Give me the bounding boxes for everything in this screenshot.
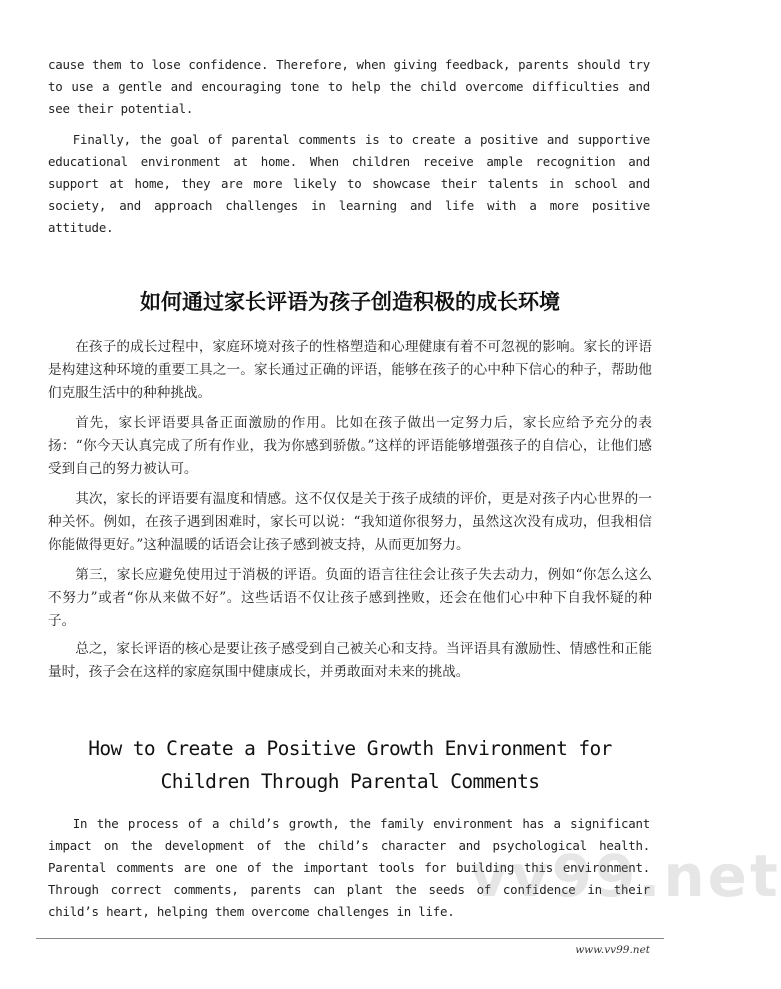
- watermark-logo: vv99.net: [470, 842, 781, 910]
- english-paragraph-intro: In the process of a child’s growth, the family environment has a significant impact on the development of the child’s character and psychological health. Parental comments are one of the important tools for building this environment. Through correct comments, parents can plant the seeds of confidence in their child’s heart, helping them overcome challenges in life.: [48, 816, 650, 919]
- english-section-title: How to Create a Positive Growth Environment for Children Through Parental Comments: [88, 737, 612, 793]
- chinese-paragraph-conclusion: 总之，家长评语的核心是要让孩子感受到自己被关心和支持。当评语具有激励性、情感性和正能量时，孩子会在这样的家庭氛围中健康成长，并勇敢面对未来的挑战。: [48, 641, 652, 680]
- footer-divider: [36, 938, 664, 939]
- english-paragraph-finally: Finally, the goal of parental comments is to create a positive and supportive educational environment at home. When children receive ample recognition and support at home, they are more likely to showcase their talents in school and society, and approach challenges in learning and life with a more positive attitude.: [48, 132, 650, 235]
- chinese-paragraph-second: 其次，家长的评语要有温度和情感。这不仅仅是关于孩子成绩的评价，更是对孩子内心世界的一种关怀。例如，在孩子遇到困难时，家长可以说：“我知道你很努力，虽然这次没有成功，但我相信你能做得更好。”这种温暖的话语会让孩子感到被支持，从而更加努力。: [48, 491, 652, 553]
- chinese-paragraph-first: 首先，家长评语要具备正面激励的作用。比如在孩子做出一定努力后，家长应给予充分的表扬：“你今天认真完成了所有作业，我为你感到骄傲。”这样的评语能够增强孩子的自信心，让他们感受到自己的努力被认可。: [48, 415, 652, 477]
- chinese-paragraph-third: 第三，家长应避免使用过于消极的评语。负面的语言往往会让孩子失去动力，例如“你怎么这么不努力”或者“你从来做不好”。这些话语不仅让孩子感到挫败，还会在他们心中种下自我怀疑的种子。: [48, 567, 652, 629]
- english-paragraph-continued: cause them to lose confidence. Therefore, when giving feedback, parents should try to use a gentle and encouraging tone to help the child overcome difficulties and see their potential.: [48, 57, 650, 116]
- chinese-paragraph-intro: 在孩子的成长过程中，家庭环境对孩子的性格塑造和心理健康有着不可忽视的影响。家长的评语是构建这种环境的重要工具之一。家长通过正确的评语，能够在孩子的心中种下信心的种子，帮助他们克服生活中的种种挑战。: [48, 339, 652, 401]
- footer-url: www.vv99.net: [575, 944, 650, 956]
- chinese-section-title: 如何通过家长评语为孩子创造积极的成长环境: [140, 290, 560, 314]
